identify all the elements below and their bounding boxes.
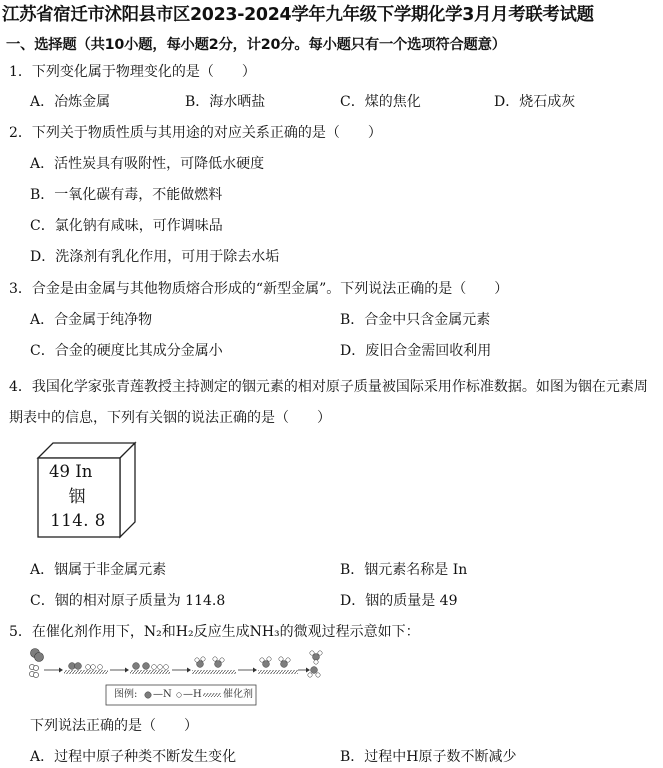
q3-option-d: D．废旧合金需回收利用 (340, 343, 492, 359)
q1-option-c: C．煤的焦化 (340, 94, 421, 110)
legend-catalyst: 催化剂 (223, 689, 253, 700)
question-5-sub: 下列说法正确的是（ ） (30, 718, 198, 734)
element-cell-indium (36, 440, 139, 540)
exam-title: 江苏省宿迁市沭阳县市区2023-2024学年九年级下学期化学3月月考联考试题 (2, 5, 594, 25)
section-heading: 一、选择题（共10小题，每小题2分，计20分。每小题只有一个选项符合题意） (6, 37, 506, 53)
question-1-stem: 1．下列变化属于物理变化的是（ ） (9, 64, 256, 80)
q5-option-b: B．过程中H原子数不断减少 (340, 749, 517, 765)
element-atomic-mass: 114. 8 (50, 511, 106, 530)
legend-hydrogen: —H (183, 689, 202, 700)
q4-option-c: C．铟的相对原子质量为 114.8 (30, 593, 226, 609)
q2-option-d: D．洗涤剂有乳化作用，可用于除去水垢 (30, 249, 280, 265)
question-5-stem: 5．在催化剂作用下，N₂和H₂反应生成NH₃的微观过程示意如下： (9, 624, 420, 640)
legend-nitrogen: —N (153, 689, 172, 700)
q4-option-d: D．铟的质量是 49 (340, 593, 458, 609)
question-4-stem: 4．我国化学家张青莲教授主持测定的铟元素的相对原子质量被国际采用作标准数据。如图为铟在元素周期表中的信息，下列有关铟的说法正确的是（ ） (9, 379, 648, 426)
micro-process-diagram (26, 648, 326, 710)
q1-option-a: A．冶炼金属 (30, 94, 111, 110)
q2-option-b: B．一氧化碳有毒，不能做燃料 (30, 187, 223, 203)
legend-label: 图例: (114, 689, 138, 700)
q3-option-a: A．合金属于纯净物 (30, 312, 153, 328)
question-3-stem: 3．合金是由金属与其他物质熔合形成的“新型金属”。下列说法正确的是（ ） (9, 281, 509, 297)
element-name: 铟 (68, 487, 86, 507)
q4-option-a: A．铟属于非金属元素 (30, 562, 167, 578)
element-number-symbol: 49 In (49, 462, 93, 481)
q3-option-c: C．合金的硬度比其成分金属小 (30, 343, 223, 359)
q1-option-d: D．烧石成灰 (494, 94, 576, 110)
reaction-steps-figure (26, 648, 326, 710)
q2-option-c: C．氯化钠有咸味，可作调味品 (30, 218, 223, 234)
q5-option-a: A．过程中原子种类不断发生变化 (30, 749, 237, 765)
q3-option-b: B．合金中只含金属元素 (340, 312, 491, 328)
question-2-stem: 2．下列关于物质性质与其用途的对应关系正确的是（ ） (9, 125, 382, 141)
q1-option-b: B．海水晒盐 (185, 94, 266, 110)
q4-option-b: B．铟元素名称是 In (340, 562, 468, 578)
q2-option-a: A．活性炭具有吸附性，可降低水硬度 (30, 156, 265, 172)
